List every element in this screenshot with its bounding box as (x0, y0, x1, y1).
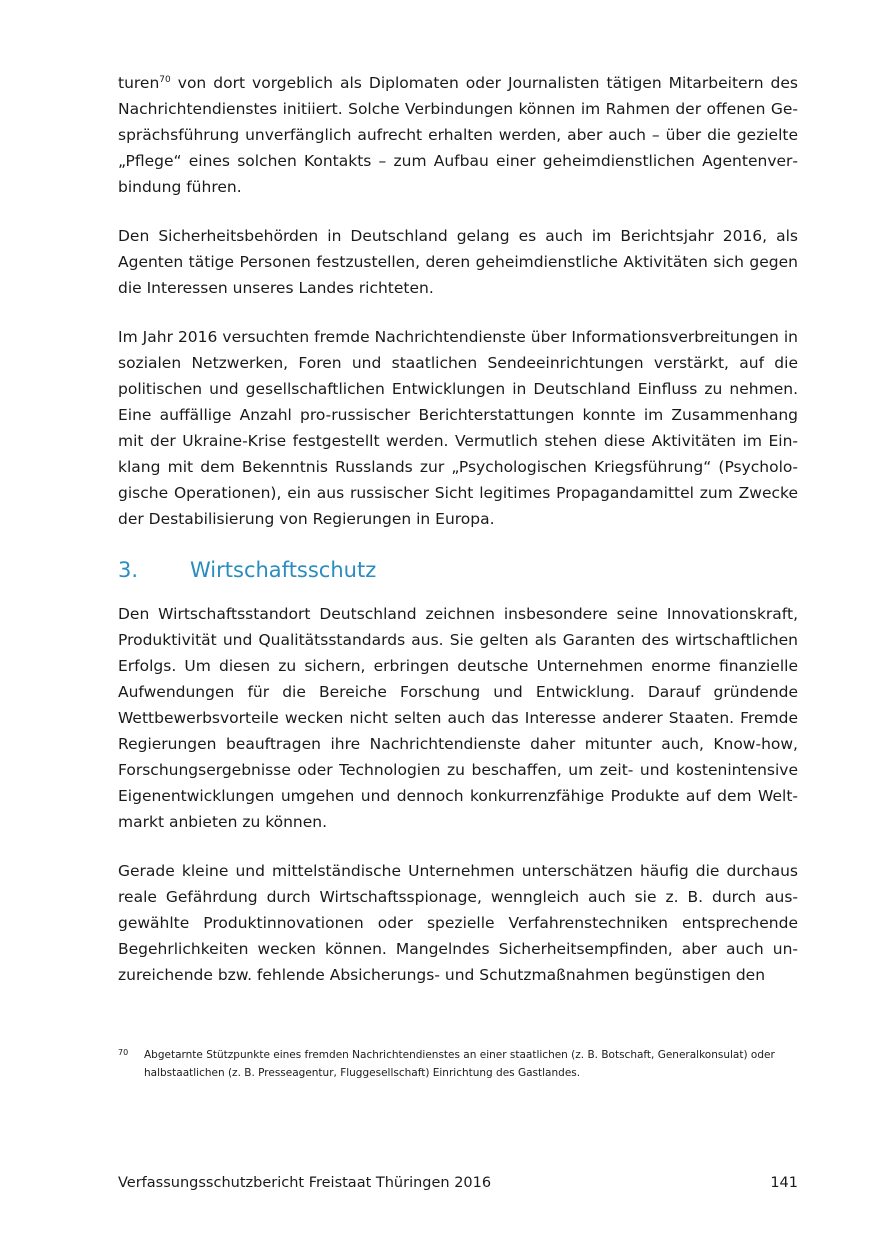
page-content (118, 70, 798, 1011)
paragraph-4: Den Wirtschaftsstandort Deutschland zeichnen insbesondere seine Innovationskraft, Produktivität und Qualitätsstandards aus. Sie gelten als Garanten des wirtschaftlichen Erfolgs. Um diesen zu sichern, erbringen deutsche Unternehmen enorme finanzielle Aufwendungen für die Bereiche Forschung und Entwicklung. Darauf gründende Wettbewerbsvorteile wecken nicht selten auch das Interesse anderer Staaten. Fremde Regierungen beauftragen ihre Nachrichtendienste daher mitunter auch, Know-how, Forschungsergebnisse oder Technologien zu beschaffen, um zeit- und kostenintensive Eigenentwicklungen umgehen und dennoch konkurrenzfähige Produkte auf dem Weltmarkt anbieten zu können. (118, 605, 798, 831)
paragraph-5: Gerade kleine und mittelständische Unternehmen unterschätzen häufig die durchaus reale Gefährdung durch Wirtschaftsspionage, wenngleich auch sie z. B. durch ausgewählte Produktinnovationen oder spezielle Verfahrenstechniken entsprechende Begehrlichkeiten wecken können. Mangelndes Sicherheitsempfinden, aber auch unzureichende bzw. fehlende Absicherungs- und Schutzmaßnahmen begünstigen den (118, 862, 798, 984)
footnote-number: 70 (118, 1048, 129, 1057)
paragraph-1 (118, 70, 798, 200)
footnote-reference[interactable]: 70 (159, 74, 171, 85)
paragraph-1-rest: von dort vorgeblich als Diplomaten oder Journalisten tätigen Mitarbeitern des Nachrichtendienstes initiiert. Solche Verbindungen können im Rahmen der offenen Gesprächsführung unverfänglich aufrecht erhalten werden, aber auch – über die gezielte „Pflege“ eines solchen Kontakts – zum Aufbau einer geheimdienstlichen Agentenverbindung führen. (118, 74, 798, 196)
paragraph-3: Im Jahr 2016 versuchten fremde Nachrichtendienste über Informationsverbreitungen in sozialen Netzwerken, Foren und staatlichen Sendeeinrichtungen verstärkt, auf die politischen und gesellschaftlichen Entwicklungen in Deutschland Einfluss zu nehmen. Eine auffällige Anzahl pro-russischer Berichterstattungen konnte im Zusammenhang mit der Ukraine-Krise festgestellt werden. Vermutlich stehen diese Aktivitäten im Einklang mit dem Bekenntnis Russlands zur „Psychologischen Kriegsführung“ (Psychologische Operationen), ein aus russischer Sicht legitimes Propagandamittel zum Zwecke der Destabilisierung von Regierungen in Europa. (118, 328, 798, 528)
section-heading (118, 555, 798, 585)
page-number: 141 (770, 1175, 798, 1191)
section-number: 3. (118, 558, 139, 582)
paragraph-2: Den Sicherheitsbehörden in Deutschland gelang es auch im Berichtsjahr 2016, als Agenten tätige Personen festzustellen, deren geheimdienstliche Aktivitäten sich gegen die Interessen unseres Landes richteten. (118, 227, 798, 297)
footnote (118, 1046, 798, 1082)
page-footer (118, 1172, 798, 1194)
footnote-text: Abgetarnte Stützpunkte eines fremden Nachrichtendienstes an einer staatlichen (z. B. Botschaft, Generalkonsulat) oder halbstaatlichen (z. B. Presseagentur, Fluggesellschaft) Einrichtung des Gastlandes. (144, 1049, 775, 1079)
section-title: Wirtschaftsschutz (190, 558, 377, 582)
paragraph-1-start: turen (118, 74, 160, 92)
footer-title: Verfassungsschutzbericht Freistaat Thüringen 2016 (118, 1175, 492, 1191)
